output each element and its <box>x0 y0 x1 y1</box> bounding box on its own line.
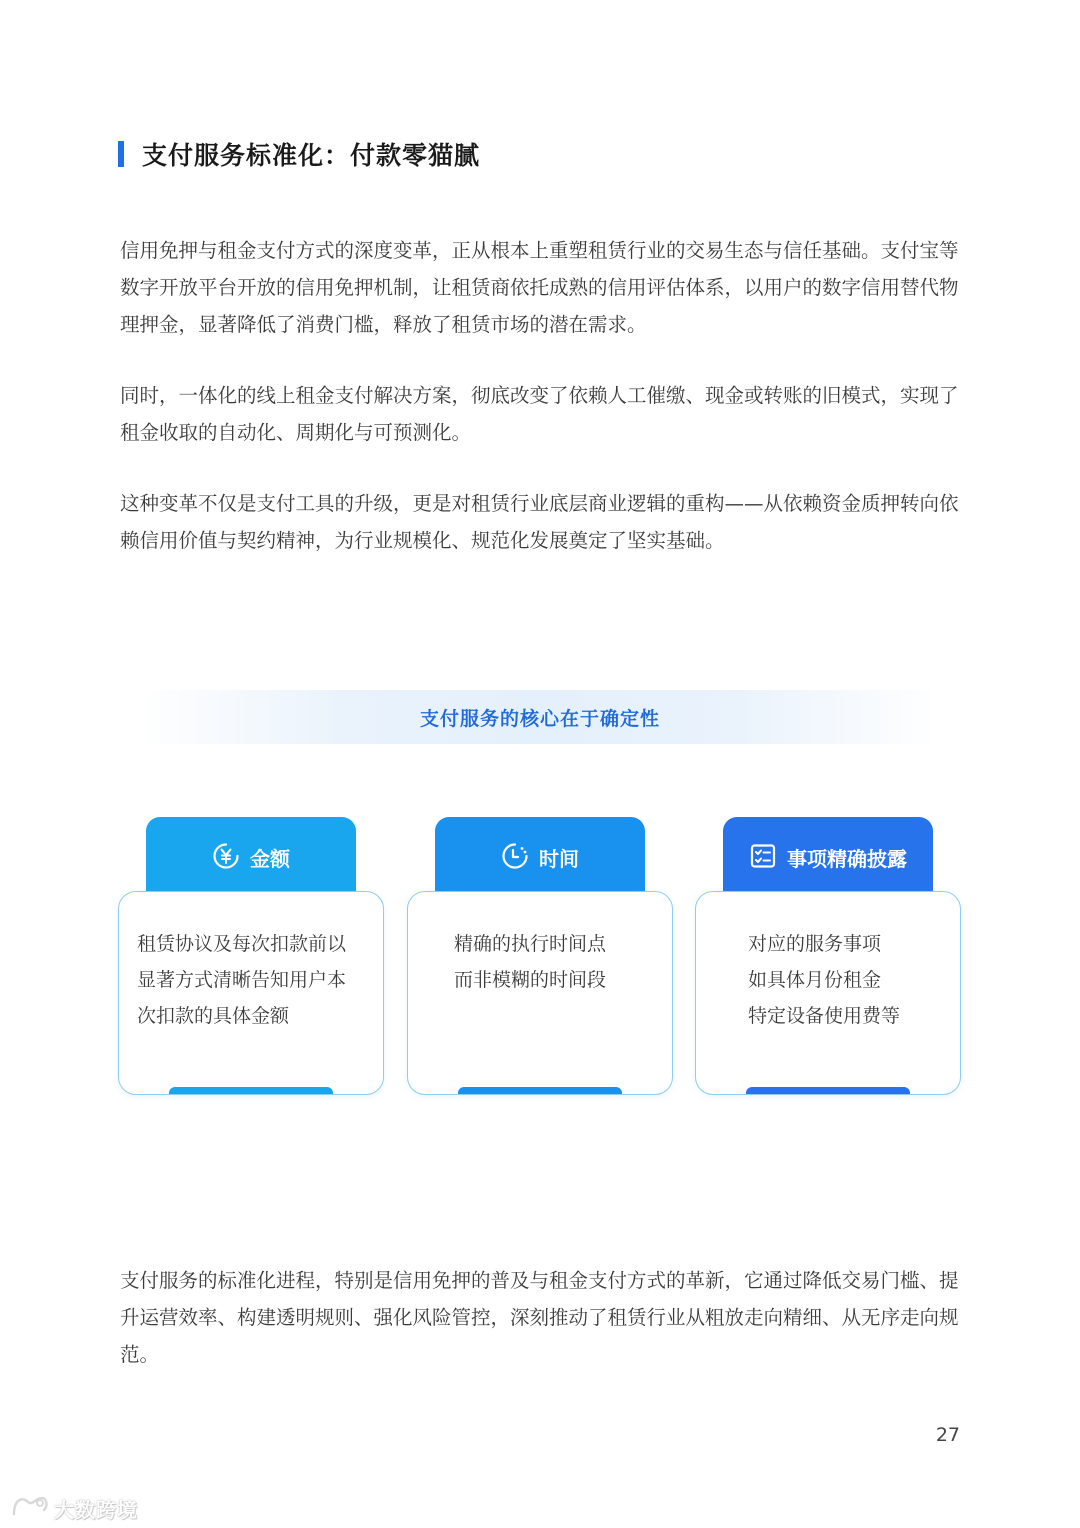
card-accent-bar <box>458 1087 622 1094</box>
card-line: 特定设备使用费等 <box>748 1005 901 1027</box>
paragraph-2 <box>120 377 965 451</box>
page-number: 27 <box>935 1424 960 1446</box>
section-title <box>118 138 480 170</box>
paragraph-4 <box>120 1262 965 1373</box>
clock-icon <box>501 842 529 870</box>
card-line: 精确的执行时间点 <box>454 933 607 955</box>
paragraph-3-text: 这种变革不仅是支付工具的升级，更是对租赁行业底层商业逻辑的重构——从依赖资金质押转向依赖信用价值与契约精神，为行业规模化、规范化发展奠定了坚实基础。 <box>120 492 959 552</box>
card-line: 显著方式清晰告知用户本 <box>137 969 347 991</box>
card-amount <box>118 817 384 1095</box>
card-line: 租赁协议及每次扣款前以 <box>137 933 347 955</box>
paragraph-2-text: 同时，一体化的线上租金支付解决方案，彻底改变了依赖人工催缴、现金或转账的旧模式，实现了租金收取的自动化、周期化与可预测化。 <box>120 384 959 444</box>
paragraph-4-text: 支付服务的标准化进程，特别是信用免押的普及与租金支付方式的革新，它通过降低交易门槛、提升运营效率、构建透明规则、强化风险管控，深刻推动了租赁行业从粗放走向精细、从无序走向规范。 <box>120 1269 959 1366</box>
card-time-tab <box>435 817 645 897</box>
card-line: 如具体月份租金 <box>748 969 882 991</box>
section-title-text: 支付服务标准化：付款零猫腻 <box>142 141 481 170</box>
watermark <box>10 1492 138 1524</box>
card-time-label: 时间 <box>539 847 579 871</box>
card-line: 次扣款的具体金额 <box>137 1005 290 1027</box>
card-accent-bar <box>746 1087 910 1094</box>
checklist-icon <box>749 842 777 870</box>
paragraph-1 <box>120 232 965 343</box>
card-amount-label: 金额 <box>250 847 290 871</box>
card-line: 对应的服务事项 <box>748 933 882 955</box>
card-amount-tab <box>146 817 356 897</box>
paragraph-1-text: 信用免押与租金支付方式的深度变革，正从根本上重塑租赁行业的交易生态与信任基础。支付宝等数字开放平台开放的信用免押机制，让租赁商依托成熟的信用评估体系，以用户的数字信用替代物理押金，显著降低了消费门槛，释放了租赁市场的潜在需求。 <box>120 239 959 336</box>
card-time <box>407 817 673 1095</box>
card-disclosure <box>695 817 961 1095</box>
card-disclosure-body <box>695 891 961 1095</box>
core-banner <box>140 690 940 744</box>
watermark-logo-icon <box>10 1492 50 1524</box>
card-time-body <box>407 891 673 1095</box>
watermark-text: 大数跨境 <box>54 1497 138 1522</box>
card-amount-body <box>118 891 384 1095</box>
card-line: 而非模糊的时间段 <box>454 969 607 991</box>
yen-circle-icon <box>212 842 240 870</box>
paragraph-3 <box>120 485 965 559</box>
card-disclosure-tab <box>723 817 933 897</box>
title-accent-bar <box>118 141 124 167</box>
card-disclosure-label: 事项精确披露 <box>787 847 907 871</box>
core-banner-title: 支付服务的核心在于确定性 <box>419 707 660 730</box>
card-accent-bar <box>169 1087 333 1094</box>
